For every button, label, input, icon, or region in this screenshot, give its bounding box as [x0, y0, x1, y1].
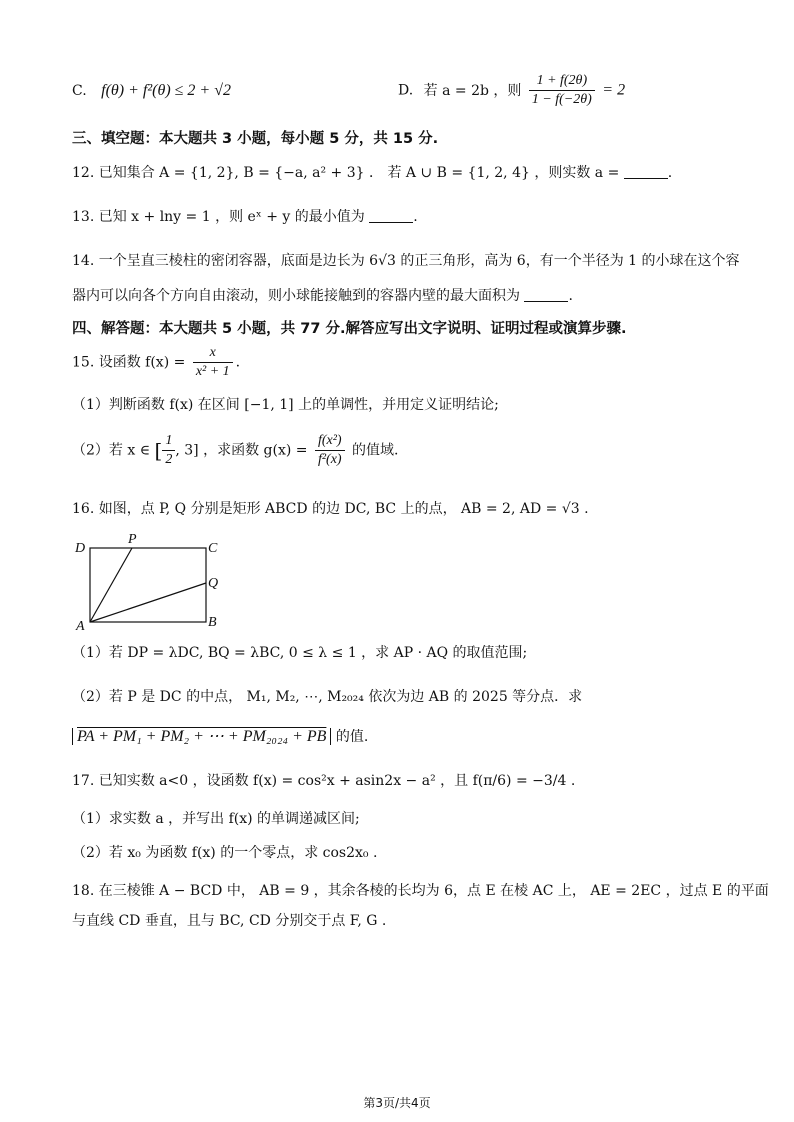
- label-p: P: [128, 532, 137, 547]
- label-c: C: [208, 541, 218, 556]
- vector-sum-magnitude: PA + PM₁ + PM₂ + ⋯ + PM₂₀₂₄ + PB: [72, 728, 331, 745]
- question-18-line-1: 18. 在三棱锥 A − BCD 中， AB = 9 ，其余各棱的长均为 6，点 E 在棱 AC 上， AE = 2EC ，过点 E 的平面: [72, 883, 769, 899]
- question-16-part-2-expr: [72, 726, 368, 748]
- rectangle-figure: [72, 532, 232, 632]
- question-14-line-1: 14. 一个呈直三棱柱的密闭容器，底面是边长为 6√3 的正三角形，高为 6，有一个半径为 1 的小球在这个容: [72, 253, 740, 269]
- question-17-part-1: （1）求实数 a ，并写出 f(x) 的单调递减区间;: [72, 811, 360, 827]
- question-12-end: .: [667, 165, 673, 181]
- label-a: A: [76, 619, 85, 632]
- section-3-heading: 三、填空题：本大题共 3 小题，每小题 5 分，共 15 分.: [72, 131, 439, 147]
- option-d-label: D.: [398, 82, 414, 99]
- option-d-prefix: 若 a = 2b ，则: [423, 82, 522, 99]
- bracket-open: [: [154, 438, 163, 463]
- question-12-text: 12. 已知集合 A = {1, 2}, B = {−a, a² + 3} ． 若 A ∪ B = {1, 2, 4} ，则实数 a =: [72, 165, 620, 181]
- question-14-line-2: [72, 285, 573, 307]
- question-15-part-1: （1）判断函数 f(x) 在区间 [−1, 1] 上的单调性，并用定义证明结论;: [72, 397, 499, 413]
- question-15-part-2: [72, 432, 398, 469]
- segment-aq: [90, 583, 206, 622]
- question-13-end: .: [413, 209, 418, 225]
- question-17: 17. 已知实数 a<0 ，设函数 f(x) = cos²x + asin2x − a² ，且 f(π/6) = −3/4 .: [72, 773, 576, 789]
- question-16-part-1: （1）若 DP = λDC, BQ = λBC, 0 ≤ λ ≤ 1 ，求 AP · AQ 的取值范围;: [72, 645, 528, 661]
- option-d: [398, 72, 625, 109]
- question-13-text: 13. 已知 x + lny = 1 ，则 eˣ + y 的最小值为: [72, 209, 365, 225]
- option-d-fraction: [529, 72, 595, 109]
- question-15-end: .: [235, 354, 241, 371]
- segment-ap: [90, 548, 132, 622]
- g-denominator: f²(x): [317, 452, 342, 467]
- option-d-rhs: = 2: [602, 81, 626, 99]
- g-fraction: [315, 432, 345, 469]
- answer-blank: [624, 164, 668, 179]
- question-15: [72, 344, 240, 381]
- answer-blank: [524, 287, 568, 302]
- option-c-expr: f(θ) + f²(θ) ≤ 2 + √2: [101, 82, 231, 99]
- g-numerator: f(x²): [315, 432, 345, 451]
- question-12: [72, 162, 672, 184]
- question-18-line-2: 与直线 CD 垂直，且与 BC, CD 分别交于点 F, G .: [72, 913, 387, 929]
- option-d-numerator: 1 + f(2θ): [529, 72, 595, 91]
- question-16-part-2-end: 的值.: [335, 729, 369, 745]
- answer-blank: [369, 208, 413, 223]
- question-15-numerator: x: [193, 344, 233, 363]
- label-b: B: [208, 615, 217, 630]
- question-16-part-2: （2）若 P 是 DC 的中点， M₁, M₂, ⋯, M₂₀₂₄ 依次为边 AB 的 2025 等分点．求: [72, 689, 583, 705]
- question-14-end: .: [568, 288, 573, 304]
- question-15-denominator: x² + 1: [195, 364, 230, 379]
- label-q: Q: [208, 576, 219, 591]
- question-15-part-2-mid: ，求函数 g(x) =: [203, 442, 308, 459]
- interval-fraction: [162, 432, 175, 469]
- rectangle-abcd: [90, 548, 206, 622]
- section-4-heading: 四、解答题：本大题共 5 小题，共 77 分.解答应写出文字说明、证明过程或演算步骤.: [72, 321, 627, 337]
- question-13: [72, 206, 418, 228]
- interval-numerator: 1: [162, 432, 175, 451]
- question-15-fraction: [193, 344, 233, 381]
- option-c-label: C.: [72, 83, 87, 99]
- option-d-denominator: 1 − f(−2θ): [531, 92, 592, 107]
- question-16: 16. 如图，点 P, Q 分别是矩形 ABCD 的边 DC, BC 上的点， AB = 2, AD = √3 .: [72, 501, 589, 517]
- option-c: [72, 80, 231, 102]
- question-17-part-2: （2）若 x₀ 为函数 f(x) 的一个零点，求 cos2x₀ .: [72, 845, 378, 861]
- label-d: D: [75, 541, 86, 556]
- question-15-part-2-end: 的值域.: [352, 442, 399, 459]
- question-15-part-2-prefix: （2）若 x ∈: [72, 442, 151, 459]
- interval-rest: , 3]: [175, 442, 199, 459]
- interval-denominator: 2: [165, 452, 173, 467]
- page-footer: 第3页/共4页: [363, 1096, 431, 1110]
- question-14-text: 器内可以向各个方向自由滚动，则小球能接触到的容器内壁的最大面积为: [72, 288, 520, 304]
- question-15-prefix: 15. 设函数 f(x) =: [72, 354, 186, 371]
